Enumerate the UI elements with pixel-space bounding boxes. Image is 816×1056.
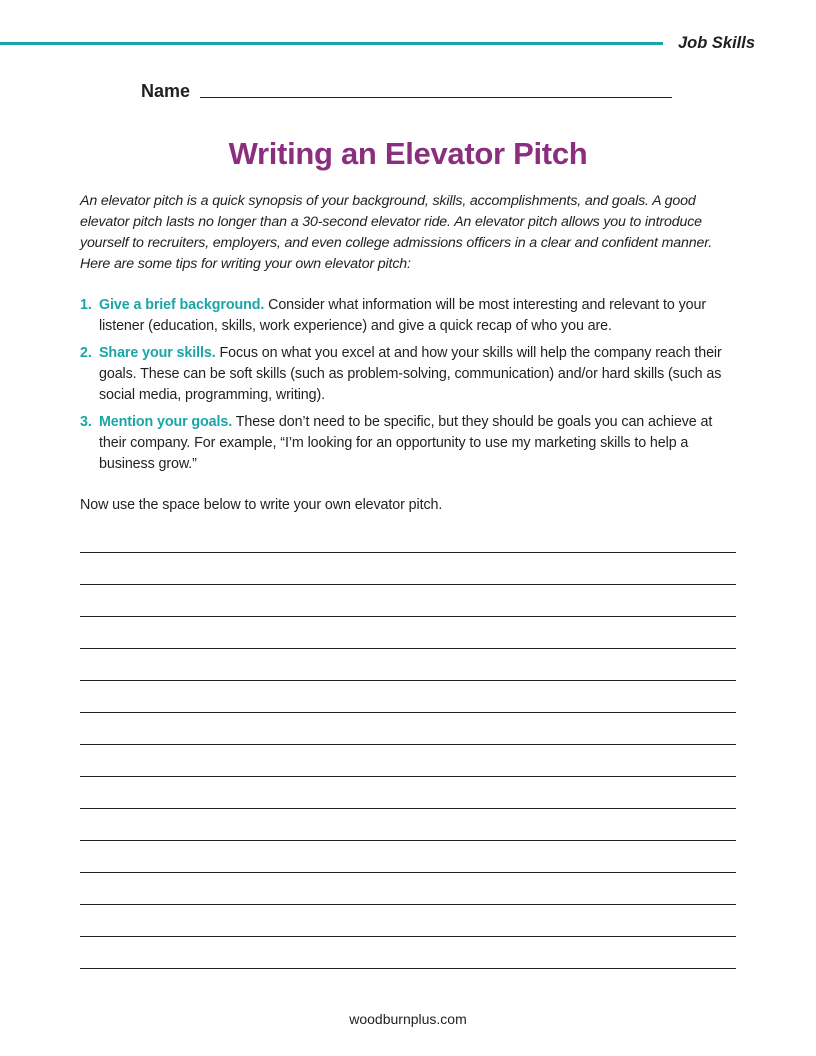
tip-item (80, 343, 740, 406)
writing-area[interactable] (80, 552, 736, 1000)
writing-line[interactable] (80, 648, 736, 649)
tip-number: 2. (80, 345, 92, 361)
tip-body: Focus on what you excel at and how your skills will help the company reach their goals. These can be soft skills (such as problem-solving, communication) and/or hard skills (such as social media, programming, writing). (99, 345, 722, 403)
writing-line[interactable] (80, 584, 736, 585)
writing-line[interactable] (80, 552, 736, 553)
writing-instruction: Now use the space below to write your own elevator pitch. (80, 497, 443, 513)
tip-number: 3. (80, 414, 92, 430)
writing-line[interactable] (80, 904, 736, 905)
header-rule (0, 42, 663, 45)
tip-number: 1. (80, 297, 92, 313)
tip-heading: Share your skills. (99, 345, 216, 361)
writing-line[interactable] (80, 872, 736, 873)
writing-line[interactable] (80, 840, 736, 841)
writing-line[interactable] (80, 712, 736, 713)
tips-list (80, 295, 740, 481)
tip-body: These don’t need to be specific, but they should be goals you can achieve at their company. For example, “I’m looking for an opportunity to use my marketing skills to help a business grow.” (99, 414, 713, 472)
intro-paragraph: An elevator pitch is a quick synopsis of your background, skills, accomplishments, and goals. A good elevator pitch lasts no longer than a 30-second elevator ride. An elevator pitch allows you to introduce yourself to recruiters, employers, and even college admissions officers in a clear and confident manner. Here are some tips for writing your own elevator pitch: (80, 193, 713, 272)
writing-line[interactable] (80, 808, 736, 809)
name-input-line[interactable] (200, 97, 672, 98)
name-field (141, 80, 190, 102)
page-title: Writing an Elevator Pitch (228, 136, 588, 171)
footer-url: woodburnplus.com (349, 1011, 467, 1027)
section-label: Job Skills (678, 34, 756, 52)
writing-line[interactable] (80, 616, 736, 617)
tip-body: Consider what information will be most interesting and relevant to your listener (education, skills, work experience) and give a quick recap of who you are. (99, 297, 707, 334)
tip-item (80, 412, 740, 475)
writing-line[interactable] (80, 968, 736, 969)
writing-line[interactable] (80, 776, 736, 777)
name-label: Name (141, 81, 191, 101)
tip-heading: Mention your goals. (99, 414, 233, 430)
writing-line[interactable] (80, 680, 736, 681)
tip-heading: Give a brief background. (99, 297, 265, 313)
tip-item (80, 295, 740, 337)
writing-line[interactable] (80, 744, 736, 745)
writing-line[interactable] (80, 936, 736, 937)
